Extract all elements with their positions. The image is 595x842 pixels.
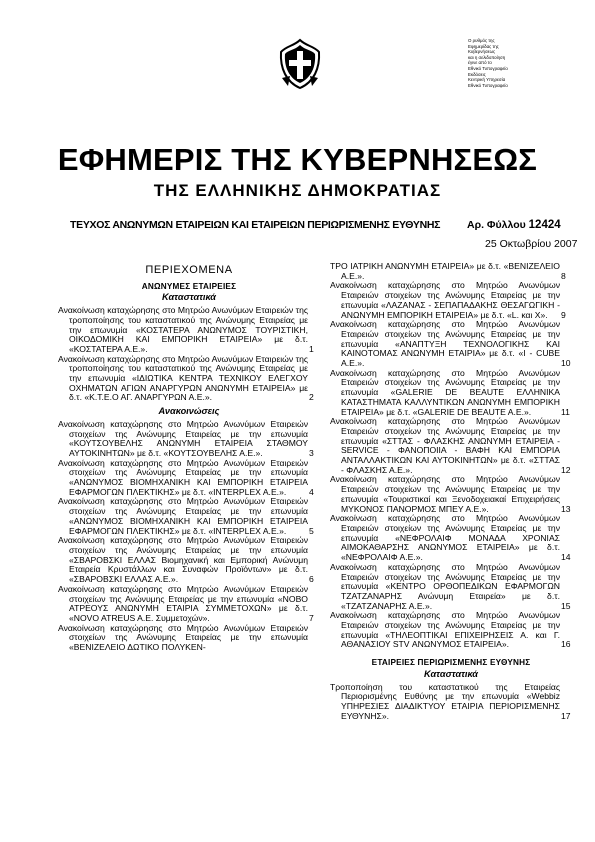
issue-date: 25 Οκτωβρίου 2007 — [485, 238, 578, 250]
entry-text: Ανακοίνωση καταχώρησης στο Μητρώο Ανωνύμων Εταιρειών στοιχείων της Ανώνυμης Εταιρείας με την επωνυμία «ΚΕΝΤΡΟ ΟΡΘΟΠΕΔΙΚΩΝ ΕΦΑΡΜΟΓΩΝ ΤΖΑΤΖΑΝΑΡΗΣ Ανώνυμη Εταιρεία» με δ.τ. «ΤΖΑΤΖΑΝΑΡΗΣ Α.Ε.». — [330, 561, 560, 611]
entry-text: Ανακοίνωση καταχώρησης στο Μητρώο Ανωνύμων Εταιρειών της τροποποίησης του καταστατικού της Ανώνυμης Εταιρείας με την επωνυμία «ΙΔΙΩΤΙΚΑ ΚΕΝΤΡΑ ΤΕΧΝΙΚΟΥ ΕΛΕΓΧΟΥ ΟΧΗΜΑΤΩΝ ΑΓΙΩΝ ΑΝΑΡΓΥΡΩΝ ΑΝΩΝΥΜΗ ΕΤΑΙΡΕΙΑ» με δ.τ. «Κ.Τ.Ε.Ο ΑΓ. ΑΝΑΡΓΥΡΩΝ Α.Ε.». — [58, 353, 308, 403]
printer-note-line: Εθνικό Τυπογραφείο — [468, 65, 508, 71]
entry-text: Ανακοίνωση καταχώρησης στο Μητρώο Ανωνύμων Εταιρειών στοιχείων της Ανώνυμης Εταιρείας με την επωνυμία «GALERIE DE BEAUTE ΕΛΛΗΝΙΚΑ ΚΑΤΑΣΤΗΜΑΤΑ ΚΑΛΛΥΝΤΙΚΩΝ ΑΝΩΝΥΜΗ ΕΜΠΟΡΙΚΗ ΕΤΑΙΡΕΙΑ» με δ.τ. «GALERIE DE BEAUTE A.E.». — [330, 367, 560, 417]
entry-text: Ανακοίνωση καταχώρησης στο Μητρώο Ανωνύμων Εταιρειών στοιχείων της Ανώνυμης Εταιρείας με την επωνυμία «ΝΟΒΟ ΑΤΡΕΟΥΣ ΑΝΩΝΥΜΗ ΕΤΑΙΡΙΑ ΣΥΜΜΕΤΟΧΩΝ» με δ.τ. «NOVO ATREUS A.E. Συμμετοχών». — [58, 583, 308, 623]
contents-entry: Ανακοίνωση καταχώρησης στο Μητρώο Ανωνύμων Εταιρειών στοιχείων της Ανώνυμης Εταιρείας με την επωνυμία «ΝΕΦΡΟΛΑΙΦ ΜΟΝΑΔΑ ΧΡΟΝΙΑΣ ΑΙΜΟΚΑΘΑΡΣΗΣ ΑΝΩΝΥΜΟΣ ΕΤΑΙΡΕΙΑ» με δ.τ. «ΝΕΦΡΟΛΑΙΦ Α.Ε.». 14 — [330, 513, 571, 563]
section-heading: ΑΝΩΝΥΜΕΣ ΕΤΑΙΡΕΙΕΣ — [141, 281, 237, 291]
entry-list — [58, 306, 320, 403]
printer-note-line: Κεντρική Υπηρεσία — [468, 77, 506, 83]
entry-text: Ανακοίνωση καταχώρησης στο Μητρώο Ανωνύμων Εταιρειών στοιχείων της Ανώνυμης Εταιρείας με την επωνυμία «ΚΟΥΤΣΟΥΒΕΛΗΣ ΑΝΩΝΥΜΗ ΕΤΑΙΡΕΙΑ ΣΤΑΘΜΟΥ ΑΥΤΟΚΙΝΗΤΩΝ» με δ.τ. «ΚΟΥΤΣΟΥΒΕΛΗΣ Α.Ε.». — [58, 418, 308, 458]
entry-text: Ανακοίνωση καταχώρησης στο Μητρώο Ανωνύμων Εταιρειών στοιχείων της Ανώνυμης Εταιρείας με την επωνυμία «ΑΝΑΠΤΥΞΗ ΤΕΧΝΟΛΟΓΙΚΗΣ ΚΑΙ ΚΑΙΝΟΤΟΜΑΣ ΑΝΩΝΥΜΗ ΕΤΑΙΡΙΑ» με δ.τ. «I - CUBE A.E.». — [330, 319, 560, 369]
section-heading: ΕΤΑΙΡΕΙΕΣ ΠΕΡΙΩΡΙΣΜΕΝΗΣ ΕΥΘΥΝΗΣ — [371, 658, 531, 668]
entry-text: Ανακοίνωση καταχώρησης στο Μητρώο Ανωνύμων Εταιρειών στοιχείων της Ανώνυμης Εταιρείας με την επωνυμία «ΑΝΩΝΥΜΟΣ ΒΙΟΜΗΧΑΝΙΚΗ ΚΑΙ ΕΜΠΟΡΙΚΗ ΕΤΑΙΡΕΙΑ ΕΦΑΡΜΟΓΩΝ ΠΛΕΚΤΙΚΗΣ» με δ.τ. «INTERPLEX A.E.». — [58, 496, 308, 536]
printer-note-line: Εκδόσεις — [468, 71, 486, 77]
sheet-number-value: 12424 — [528, 219, 561, 231]
entry-text: Ανακοίνωση καταχώρησης στο Μητρώο Ανωνύμων Εταιρειών στοιχείων της Ανώνυμης Εταιρείας με την επωνυμία «ΑΝΩΝΥΜΟΣ ΒΙΟΜΗΧΑΝΙΚΗ ΚΑΙ ΕΜΠΟΡΙΚΗ ΕΤΑΙΡΕΙΑ ΕΦΑΡΜΟΓΩΝ ΠΛΕΚΤΙΚΗΣ» με δ.τ. «INTERPLEX A.E.». — [58, 457, 308, 497]
printer-note-line: Κυβερνήσεως — [468, 49, 496, 55]
printer-note-line: Ο ρυθμός της — [468, 38, 495, 43]
coat-of-arms-icon — [278, 38, 322, 90]
contents-right-column — [330, 262, 572, 721]
subsection-heading: Καταστατικά — [161, 292, 216, 303]
contents-entry: ΤΡΟ ΙΑΤΡΙΚΗ ΑΝΩΝΥΜΗ ΕΤΑΙΡΕΙΑ» με δ.τ. «ΒΕΝΙΖΕΛΕΙΟ Α.Ε.». 8 — [330, 261, 566, 281]
printer-note-line: Εφημερίδας της — [468, 43, 499, 49]
entry-text: Τροποποίηση του καταστατικού της Εταιρείας Περιορισμένης Ευθύνης με την επωνυμία «Webbiz ΥΠΗΡΕΣΙΕΣ ΔΙΑΔΙΚΤΥΟΥ ΕΤΑΙΡΙΑ ΠΕΡΙΟΡΙΣΜΕΝΗΣ ΕΥΘΥΝΗΣ». — [330, 681, 560, 721]
gazette-subtitle: ΤΗΣ ΕΛΛΗΝΙΚΗΣ ΔΗΜΟΚΡΑΤΙΑΣ — [153, 181, 442, 200]
contents-entry: Ανακοίνωση καταχώρησης στο Μητρώο Ανωνύμων Εταιρειών στοιχείων της Ανώνυμης Εταιρείας με την επωνυμία «ΚΟΥΤΣΟΥΒΕΛΗΣ ΑΝΩΝΥΜΗ ΕΤΑΙΡΕΙΑ ΣΤΑΘΜΟΥ ΑΥΤΟΚΙΝΗΤΩΝ» με δ.τ. «ΚΟΥΤΣΟΥΒΕΛΗΣ Α.Ε.». 3 — [58, 418, 314, 458]
contents-entry: Ανακοίνωση καταχώρησης στο Μητρώο Ανωνύμων Εταιρειών στοιχείων της Ανώνυμης Εταιρείας με την επωνυμία «ΣΒΑΡΟΒΣΚΙ ΕΛΛΑΣ Βιομηχανική και Εμπορική Ανώνυμη Εταιρεία Κρυστάλλων και Συναφών Προϊόντων» με δ.τ. «ΣΒΑΡΟΒΣΚΙ ΕΛΛΑΣ Α.Ε.». 6 — [58, 535, 314, 585]
contents-entry: Ανακοίνωση καταχώρησης στο Μητρώο Ανωνύμων Εταιρειών στοιχείων της Ανώνυμης Εταιρείας με την επωνυμία «ΑΝΑΠΤΥΞΗ ΤΕΧΝΟΛΟΓΙΚΗΣ ΚΑΙ ΚΑΙΝΟΤΟΜΑΣ ΑΝΩΝΥΜΗ ΕΤΑΙΡΙΑ» με δ.τ. «I - CUBE A.E.». 10 — [330, 319, 571, 369]
contents-entry: Ανακοίνωση καταχώρησης στο Μητρώο Ανωνύμων Εταιρειών στοιχείων της Ανώνυμης Εταιρείας με την επωνυμία «Τουριστικαί και Ξενοδοχειακαί Επιχειρήσεις ΜΥΚΟΝΟΣ ΠΑΝΟΡΜΟΣ ΜΠΕΥ Α.Ε.». 13 — [330, 474, 571, 514]
contents-entry: Ανακοίνωση καταχώρησης στο Μητρώο Ανωνύμων Εταιρειών στοιχείων της Ανώνυμης Εταιρείας με την επωνυμία «ΚΕΝΤΡΟ ΟΡΘΟΠΕΔΙΚΩΝ ΕΦΑΡΜΟΓΩΝ ΤΖΑΤΖΑΝΑΡΗΣ Ανώνυμη Εταιρεία» με δ.τ. «ΤΖΑΤΖΑΝΑΡΗΣ Α.Ε.». 15 — [330, 561, 571, 611]
subsection-heading: Καταστατικά — [423, 668, 478, 679]
contents-entry: Ανακοίνωση καταχώρησης στο Μητρώο Ανωνύμων Εταιρειών στοιχείων της Ανώνυμης Εταιρείας με την επωνυμία «ΑΝΩΝΥΜΟΣ ΒΙΟΜΗΧΑΝΙΚΗ ΚΑΙ ΕΜΠΟΡΙΚΗ ΕΤΑΙΡΕΙΑ ΕΦΑΡΜΟΓΩΝ ΠΛΕΚΤΙΚΗΣ» με δ.τ. «INTERPLEX A.E.». 4 — [58, 457, 314, 497]
contents-entry: Ανακοίνωση καταχώρησης στο Μητρώο Ανωνύμων Εταιρειών της τροποποίησης του καταστατικού της Ανώνυμης Εταιρείας με την επωνυμία «ΙΔΙΩΤΙΚΑ ΚΕΝΤΡΑ ΤΕΧΝΙΚΟΥ ΕΛΕΓΧΟΥ ΟΧΗΜΑΤΩΝ ΑΓΙΩΝ ΑΝΑΡΓΥΡΩΝ ΑΝΩΝΥΜΗ ΕΤΑΙΡΕΙΑ» με δ.τ. «Κ.Τ.Ε.Ο ΑΓ. ΑΝΑΡΓΥΡΩΝ Α.Ε.». 2 — [58, 353, 314, 403]
contents-entry — [58, 624, 320, 653]
entry-list — [330, 262, 572, 650]
contents-entry: Ανακοίνωση καταχώρησης στο Μητρώο Ανωνύμων Εταιρειών στοιχείων της Ανώνυμης Εταιρείας με την επωνυμία «ΛΑΖΑΝΑΣ - ΣΕΠΑΠΑΔΑΚΗΣ ΘΕΣΑΓΩΓΙΚΗ - ΑΝΩΝΥΜΗ ΕΜΠΟΡΙΚΗ ΕΤΑΙΡΕΙΑ» με δ.τ. «L. και Χ». 9 — [330, 280, 566, 320]
entry-text: Ανακοίνωση καταχώρησης στο Μητρώο Ανωνύμων Εταιρειών της τροποποίησης του καταστατικού της Ανώνυμης Εταιρείας με την επωνυμία «ΚΟΣΤΑΤΕΡΑ ΑΝΩΝΥΜΟΣ ΤΟΥΡΙΣΤΙΚΗ, ΟΙΚΟΔΟΜΙΚΗ ΚΑΙ ΕΜΠΟΡΙΚΗ ΕΤΑΙΡΕΙΑ» με δ.τ. «ΚΟΣΤΑΤΕΡΑ Α.Ε.». — [58, 305, 308, 354]
sheet-number-label: Αρ. Φύλλου — [467, 219, 526, 231]
sheet-number — [467, 219, 561, 231]
contents-entry: Τροποποίηση του καταστατικού της Εταιρείας Περιορισμένης Ευθύνης με την επωνυμία «Webbiz ΥΠΗΡΕΣΙΕΣ ΔΙΑΔΙΚΤΥΟΥ ΕΤΑΙΡΙΑ ΠΕΡΙΟΡΙΣΜΕΝΗΣ ΕΥΘΥΝΗΣ». 17 — [330, 681, 571, 721]
entry-text: Ανακοίνωση καταχώρησης στο Μητρώο Ανωνύμων Εταιρειών στοιχείων της Ανώνυμης Εταιρείας με την επωνυμία «Τουριστικαί και Ξενοδοχειακαί Επιχειρήσεις ΜΥΚΟΝΟΣ ΠΑΝΟΡΜΟΣ ΜΠΕΥ Α.Ε.». — [330, 474, 560, 514]
entry-text: ΤΡΟ ΙΑΤΡΙΚΗ ΑΝΩΝΥΜΗ ΕΤΑΙΡΕΙΑ» με δ.τ. «ΒΕΝΙΖΕΛΕΙΟ Α.Ε.». — [330, 261, 560, 281]
contents-entry: Ανακοίνωση καταχώρησης στο Μητρώο Ανωνύμων Εταιρειών της τροποποίησης του καταστατικού της Ανώνυμης Εταιρείας με την επωνυμία «ΚΟΣΤΑΤΕΡΑ ΑΝΩΝΥΜΟΣ ΤΟΥΡΙΣΤΙΚΗ, ΟΙΚΟΔΟΜΙΚΗ ΚΑΙ ΕΜΠΟΡΙΚΗ ΕΤΑΙΡΕΙΑ» με δ.τ. «ΚΟΣΤΑΤΕΡΑ Α.Ε.». 1 — [58, 305, 314, 354]
entry-text: Ανακοίνωση καταχώρησης στο Μητρώο Ανωνύμων Εταιρειών στοιχείων της Ανώνυμης Εταιρείας με την επωνυμία «ΣΤΤΑΣ - ΦΛΑΣΚΗΣ ΑΝΩΝΥΜΗ ΕΤΑΙΡΕΙΑ - SERVICE - ΦΑΝΟΠΟΙΙΑ - ΒΑΦΗ ΚΑΙ ΕΜΠΟΡΙΑ ΑΝΤΑΛΛΑΚΤΙΚΩΝ ΚΑΙ ΑΥΤΟΚΙΝΗΤΩΝ» με δ.τ. «ΣΤΤΑΣ - ΦΛΑΣΚΗΣ Α.Ε.». — [330, 416, 560, 475]
contents-entry: Ανακοίνωση καταχώρησης στο Μητρώο Ανωνύμων Εταιρειών στοιχείων της Ανώνυμης Εταιρείας με την επωνυμία «ΣΤΤΑΣ - ΦΛΑΣΚΗΣ ΑΝΩΝΥΜΗ ΕΤΑΙΡΕΙΑ - SERVICE - ΦΑΝΟΠΟΙΙΑ - ΒΑΦΗ ΚΑΙ ΕΜΠΟΡΙΑ ΑΝΤΑΛΛΑΚΤΙΚΩΝ ΚΑΙ ΑΥΤΟΚΙΝΗΤΩΝ» με δ.τ. «ΣΤΤΑΣ - ΦΛΑΣΚΗΣ Α.Ε.». 12 — [330, 416, 571, 475]
contents-entry: Ανακοίνωση καταχώρησης στο Μητρώο Ανωνύμων Εταιρειών στοιχείων της Ανώνυμης Εταιρείας με την επωνυμία «ΑΝΩΝΥΜΟΣ ΒΙΟΜΗΧΑΝΙΚΗ ΚΑΙ ΕΜΠΟΡΙΚΗ ΕΤΑΙΡΕΙΑ ΕΦΑΡΜΟΓΩΝ ΠΛΕΚΤΙΚΗΣ» με δ.τ. «INTERPLEX A.E.». 5 — [58, 496, 314, 536]
entry-text: Ανακοίνωση καταχώρησης στο Μητρώο Ανωνύμων Εταιρειών στοιχείων της Ανώνυμης Εταιρείας με την επωνυμία «ΒΕΝΙΖΕΛΕΙΟ ΔΩΤΙΚΟ ΠΟΛΥΚΕΝ- — [58, 622, 308, 653]
contents-entry: Ανακοίνωση καταχώρησης στο Μητρώο Ανωνύμων Εταιρειών στοιχείων της Ανώνυμης Εταιρείας με την επωνυμία «ΤΗΛΕΟΠΤΙΚΑΙ ΕΠΙΧΕΙΡΗΣΕΙΣ Α. και Γ. ΑΘΑΝΑΣΙΟΥ STV ΑΝΩΝΥΜΟΣ ΕΤΑΙΡΕΙΑ». 16 — [330, 610, 571, 650]
entry-text: Ανακοίνωση καταχώρησης στο Μητρώο Ανωνύμων Εταιρειών στοιχείων της Ανώνυμης Εταιρείας με την επωνυμία «ΝΕΦΡΟΛΑΙΦ ΜΟΝΑΔΑ ΧΡΟΝΙΑΣ ΑΙΜΟΚΑΘΑΡΣΗΣ ΑΝΩΝΥΜΟΣ ΕΤΑΙΡΕΙΑ» με δ.τ. «ΝΕΦΡΟΛΑΙΦ Α.Ε.». — [330, 513, 560, 563]
issue-type: ΤΕΥΧΟΣ ΑΝΩΝΥΜΩΝ ΕΤΑΙΡΕΙΩΝ ΚΑΙ ΕΤΑΙΡΕΙΩΝ ΠΕΡΙΩΡΙΣΜΕΝΗΣ ΕΥΘΥΝΗΣ — [70, 219, 441, 231]
entry-text: Ανακοίνωση καταχώρησης στο Μητρώο Ανωνύμων Εταιρειών στοιχείων της Ανώνυμης Εταιρείας με την επωνυμία «ΛΑΖΑΝΑΣ - ΣΕΠΑΠΑΔΑΚΗΣ ΘΕΣΑΓΩΓΙΚΗ - ΑΝΩΝΥΜΗ ΕΜΠΟΡΙΚΗ ΕΤΑΙΡΕΙΑ» με δ.τ. «L. και Χ». — [330, 280, 560, 320]
contents-entry: Ανακοίνωση καταχώρησης στο Μητρώο Ανωνύμων Εταιρειών στοιχείων της Ανώνυμης Εταιρείας με την επωνυμία «ΝΟΒΟ ΑΤΡΕΟΥΣ ΑΝΩΝΥΜΗ ΕΤΑΙΡΙΑ ΣΥΜΜΕΤΟΧΩΝ» με δ.τ. «NOVO ATREUS A.E. Συμμετοχών». 7 — [58, 583, 314, 623]
printer-note-line: και η σελιδοποίηση — [468, 54, 506, 60]
printer-note — [468, 38, 578, 88]
contents-title: ΠΕΡΙΕΧΟΜΕΝΑ — [145, 264, 233, 276]
entry-list — [58, 420, 320, 653]
entry-text: Ανακοίνωση καταχώρησης στο Μητρώο Ανωνύμων Εταιρειών στοιχείων της Ανώνυμης Εταιρείας με την επωνυμία «ΤΗΛΕΟΠΤΙΚΑΙ ΕΠΙΧΕΙΡΗΣΕΙΣ Α. και Γ. ΑΘΑΝΑΣΙΟΥ STV ΑΝΩΝΥΜΟΣ ΕΤΑΙΡΕΙΑ». — [330, 610, 560, 650]
gazette-title: ΕΦΗΜΕΡΙΣ ΤΗΣ ΚΥΒΕΡΝΗΣΕΩΣ — [57, 142, 538, 177]
entry-list — [330, 683, 572, 722]
subsection-heading: Ανακοινώσεις — [158, 406, 220, 417]
printer-note-line: Εθνικό Τυπογραφείο — [468, 82, 508, 88]
contents-left-column — [58, 262, 320, 653]
printer-note-line: έγινε από το — [468, 60, 492, 66]
contents-entry: Ανακοίνωση καταχώρησης στο Μητρώο Ανωνύμων Εταιρειών στοιχείων της Ανώνυμης Εταιρείας με την επωνυμία «GALERIE DE BEAUTE ΕΛΛΗΝΙΚΑ ΚΑΤΑΣΤΗΜΑΤΑ ΚΑΛΛΥΝΤΙΚΩΝ ΑΝΩΝΥΜΗ ΕΜΠΟΡΙΚΗ ΕΤΑΙΡΕΙΑ» με δ.τ. «GALERIE DE BEAUTE A.E.». 11 — [330, 367, 570, 417]
entry-text: Ανακοίνωση καταχώρησης στο Μητρώο Ανωνύμων Εταιρειών στοιχείων της Ανώνυμης Εταιρείας με την επωνυμία «ΣΒΑΡΟΒΣΚΙ ΕΛΛΑΣ Βιομηχανική και Εμπορική Ανώνυμη Εταιρεία Κρυστάλλων και Συναφών Προϊόντων» με δ.τ. «ΣΒΑΡΟΒΣΚΙ ΕΛΛΑΣ Α.Ε.». — [58, 535, 308, 585]
